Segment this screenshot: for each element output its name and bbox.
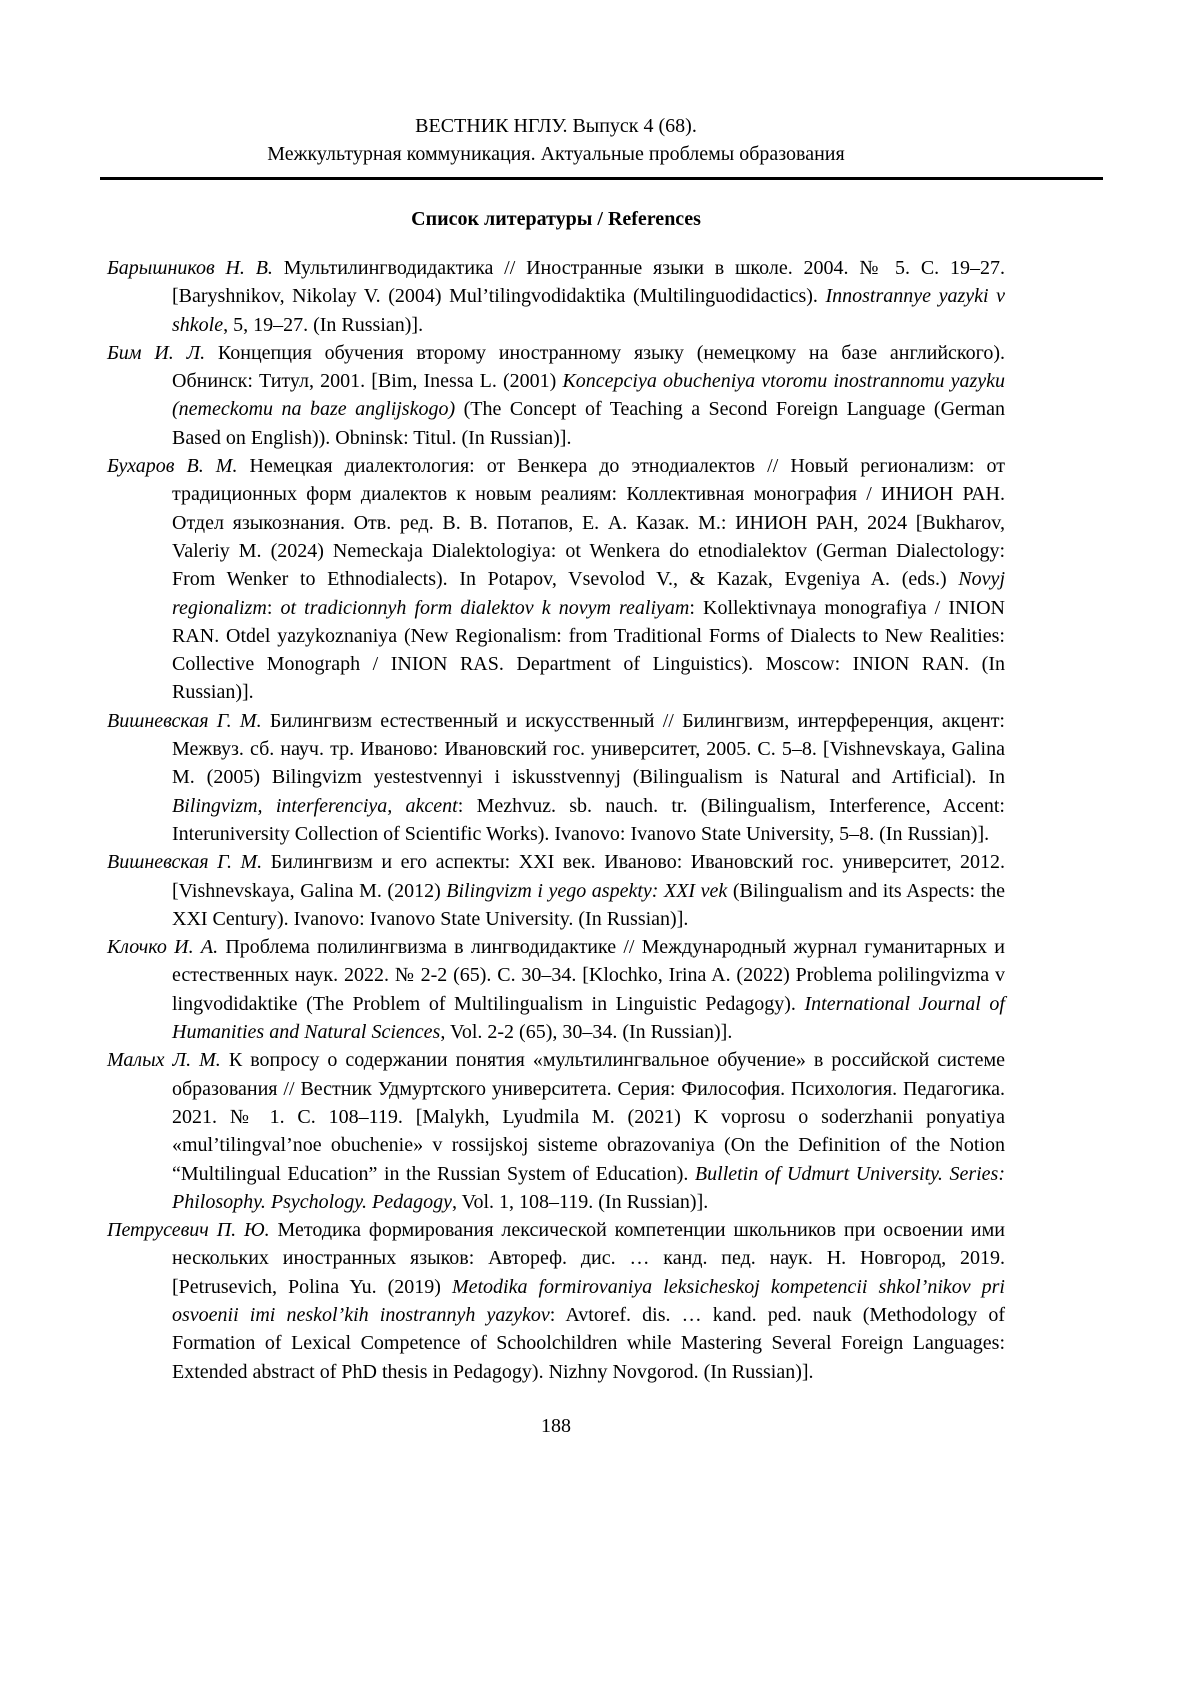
reference-text-segment: International Journal of Humanities and Natural Sciences [172,992,1005,1044]
reference-text-segment: Bilingvizm i yego aspekty: XXI vek [446,879,728,902]
page-number: 188 [541,1414,571,1437]
reference-text-segment: , Vol. 2-2 (65), 30–34. (In Russian)]. [440,1021,733,1044]
reference-text-segment: Бухаров В. М. [107,455,238,478]
journal-header [107,112,1005,168]
reference-item [107,707,1005,848]
journal-subtitle-line: Межкультурная коммуникация. Актуальные проблемы образования [267,143,845,165]
reference-text-segment: Петрусевич П. Ю. [107,1219,270,1242]
reference-item [107,254,1005,339]
reference-item [107,848,1005,933]
reference-text-segment: : [266,596,281,619]
reference-item [107,339,1005,452]
reference-text-segment: Билингвизм естественный и искусственный // Билингвизм, интерференция, акцент: Межвуз. сб. науч. тр. Иваново: Ивановский гос. университет, 2005. С. 5–8. [Vishnevskaya, Galina M. (2005) Bilingvizm yestestvennyi i iskusstvennyj (Bilingualism is Natural and Artificial). In [172,709,1005,789]
reference-item [107,1216,1005,1386]
reference-item [107,933,1005,1046]
reference-text-segment: (Bilingualism and its Aspects: the XXI Century). Ivanovo: Ivanovo State University. (In Russian)]. [172,879,1006,930]
reference-text-segment: (The Concept of Teaching a Second Foreign Language (German Based on English)). Obninsk: Titul. (In Russian)]. [172,398,1005,449]
reference-text-segment: Немецкая диалектология: от Венкера до этнодиалектов // Новый регионализм: от традиционных форм диалектов к новым реалиям: Коллективная монография / ИНИОН РАН. Отдел языкознания. Отв. ред. В. В. Потапов, Е. А. Казак. М.: ИНИОН РАН, 2024 [Bukharov, Valeriy M. (2024) Nemeckaja Dialektologiya: ot Wenkera do etnodialektov (German Dialectology: From Wenker to Ethnodialects). In Potapov, Vsevolod V., & Kazak, Evgeniya A. (eds.) [172,455,1005,591]
reference-text-segment: Методика формирования лексической компетенции школьников при освоении ими нескольких иностранных языков: Автореф. дис. … канд. пед. наук. Н. Новгород, 2019. [Petrusevich, Polina Yu. (2019) [172,1219,1005,1298]
reference-text-segment: Bilingvizm, interferenciya, akcent [172,794,458,817]
references-list [107,254,1005,1386]
reference-text-segment: К вопросу о содержании понятия «мультилингвальное обучение» в российской системе образования // Вестник Удмуртского университета. Серия: Философия. Психология. Педагогика. 2021. № 1. С. 108–119. [Malykh, Lyudmila M. (2021) K voprosu o soderzhanii ponyatiya «mul’tilingval’noe obuchenie» v rossijskoj sisteme obrazovaniya (On the Definition of the Notion “Multilingual Education” in the Russian System of Education). [172,1049,1005,1185]
section-title: Список литературы / References [411,208,701,230]
reference-item [107,452,1005,707]
reference-text-segment: , 5, 19–27. (In Russian)]. [223,313,424,336]
reference-text-segment: Проблема полилингвизма в лингводидактике // Международный журнал гуманитарных и естественных наук. 2022. № 2-2 (65). С. 30–34. [Klochko, Irina A. (2022) Problema polilingvizma v lingvodidaktike (The Problem of Multilingualism in Linguistic Pedagogy). [172,936,1005,1015]
reference-text-segment: , Vol. 1, 108–119. (In Russian)]. [451,1190,709,1213]
reference-text-segment: Бим И. Л. [107,341,206,364]
reference-text-segment: Малых Л. М. [107,1049,221,1072]
reference-text-segment: Koncepciya obucheniya vtoromu inostrannomu yazyku (nemeckomu na baze anglijskogo) [172,370,1006,421]
reference-text-segment: : Avtoref. dis. … kand. ped. nauk (Methodology of Formation of Lexical Competence of Schoolchildren while Mastering Several Foreign Languages: Extended abstract of PhD thesis in Pedagogy). Nizhny Novgorod. (In Russian)]. [172,1303,1005,1383]
reference-text-segment: Билингвизм и его аспекты: XXI век. Иваново: Ивановский гос. университет, 2012. [Vishnevskaya, Galina M. (2012) [172,851,1005,902]
reference-text-segment: ot tradicionnyh form dialektov k novym realiyam [280,596,690,619]
reference-text-segment: Innostrannye yazyki v shkole [172,285,1005,336]
header-divider [100,177,1103,180]
reference-text-segment: Мультилингводидактика // Иностранные языки в школе. 2004. № 5. С. 19–27. [Baryshnikov, Nikolay V. (2004) Mul’tilingvodidaktika (Multilinguodidactics). [172,257,1005,308]
reference-text-segment: Барышников Н. В. [107,257,273,279]
reference-item [107,1046,1005,1216]
reference-text-segment: Novyj regionalizm [172,568,1005,619]
reference-text-segment: : Kollektivnaya monografiya / INION RAN. Otdel yazykoznaniya (New Regionalism: from Traditional Forms of Dialects to New Realities: Collective Monograph / INION RAS. Department of Linguistics). Moscow: INION RAN. (In Russian)]. [172,596,1005,704]
journal-title-line: ВЕСТНИК НГЛУ. Выпуск 4 (68). [415,115,697,137]
reference-text-segment: Metodika formirovaniya leksicheskoj kompetencii shkol’nikov pri osvoenii imi neskol’kih inostrannyh yazykov [172,1275,1005,1326]
reference-text-segment: : Mezhvuz. sb. nauch. tr. (Bilingualism, Interference, Accent: Interuniversity Collection of Scientific Works). Ivanovo: Ivanovo State University, 5–8. (In Russian)]. [172,794,1005,845]
reference-text-segment: Bulletin of Udmurt University. Series: Philosophy. Psychology. Pedagogy [172,1162,1005,1213]
reference-text-segment: Вишневская Г. М. [107,709,262,732]
reference-text-segment: Вишневская Г. М. [107,851,263,874]
reference-text-segment: Концепция обучения второму иностранному языку (немецкому на базе английского). Обнинск: Титул, 2001. [Bim, Inessa L. (2001) [172,341,1005,393]
reference-text-segment: Клочко И. А. [107,936,219,959]
